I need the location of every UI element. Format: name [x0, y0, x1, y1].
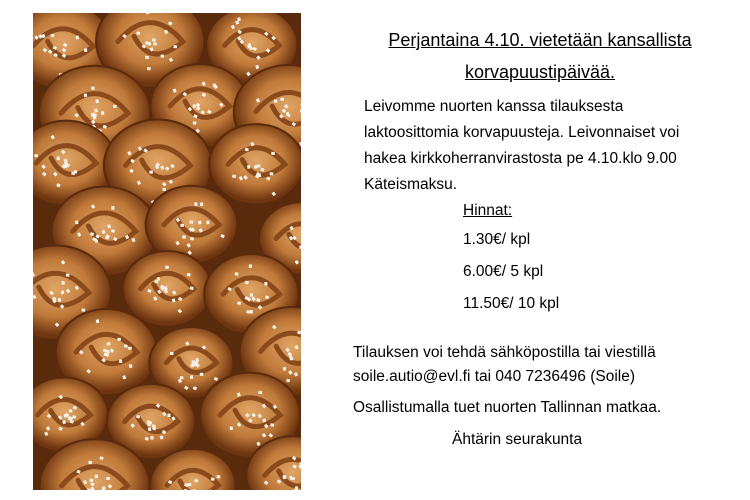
- intro-line-3: hakea kirkkoherranvirastosta pe 4.10.klo 9.00: [364, 150, 677, 167]
- price-item: 11.50€/ 10 kpl: [463, 295, 560, 312]
- intro-line-4: Käteismaksu.: [364, 176, 458, 193]
- cinnamon-buns-icon: [33, 13, 301, 490]
- signature: Ähtärin seurakunta: [452, 431, 583, 448]
- price-item: 6.00€/ 5 kpl: [463, 263, 544, 280]
- order-line-1: Tilauksen voi tehdä sähköpostilla tai viestillä: [353, 344, 656, 361]
- title-line-2: korvapuustipäivää.: [464, 62, 616, 82]
- price-item: 1.30€/ kpl: [463, 231, 531, 248]
- bun: [123, 251, 212, 327]
- title-line-1: Perjantaina 4.10. vietetään kansallista: [388, 30, 692, 50]
- prices-heading: Hinnat:: [463, 202, 513, 219]
- order-line-2: soile.autio@evl.fi tai 040 7236496 (Soile): [353, 368, 635, 385]
- cinnamon-buns-photo: [33, 13, 301, 490]
- intro-line-2: laktoosittomia korvapuusteja. Leivonnaiset voi: [364, 124, 680, 141]
- support-text: Osallistumalla tuet nuorten Tallinnan matkaa.: [353, 399, 662, 416]
- bun: [209, 124, 301, 204]
- intro-line-1: Leivomme nuorten kanssa tilauksesta: [364, 98, 624, 115]
